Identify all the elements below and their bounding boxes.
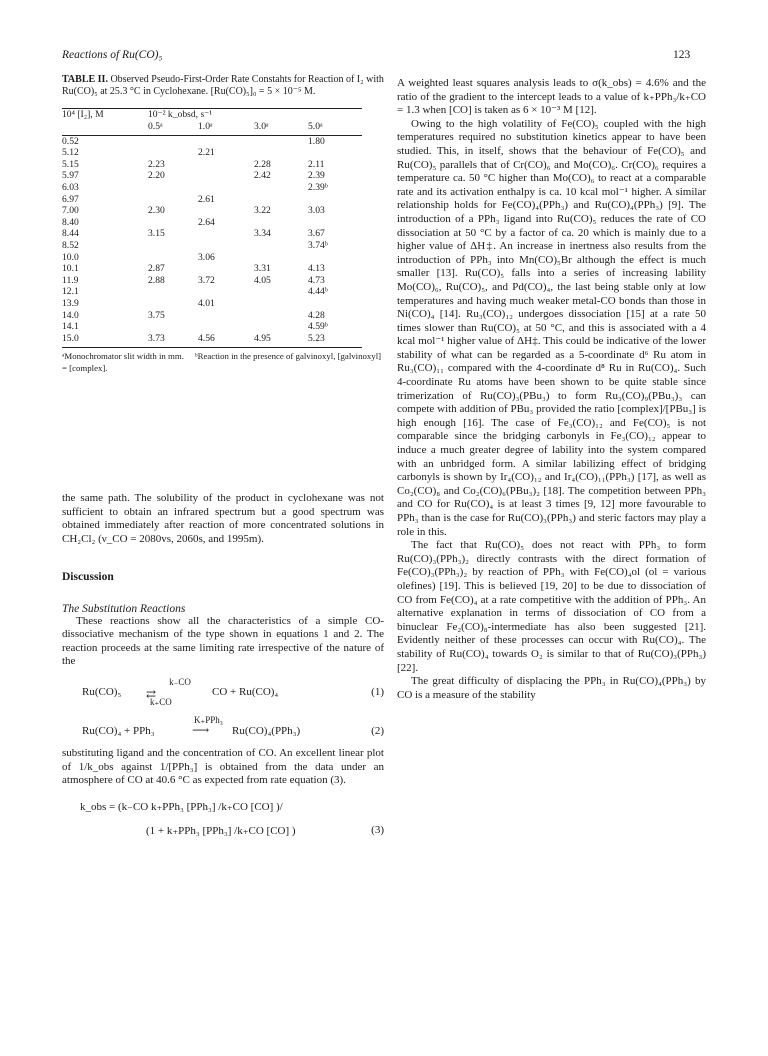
table-cell-concentration: 10.0 — [62, 251, 79, 263]
table-cell-kobsd: 3.75 — [148, 309, 165, 321]
table-cell-kobsd — [254, 240, 308, 252]
footnote-a: ᵃMonochromator slit width in mm. — [62, 351, 184, 362]
table-cell-concentration: 10.1 — [62, 263, 79, 275]
table-cell-kobsd: 4.01 — [198, 297, 215, 309]
table-cell-concentration: 6.97 — [62, 193, 79, 205]
eq1-left: Ru(CO)₅ — [82, 686, 122, 699]
eq1-arrow-top: k₋CO — [169, 677, 191, 688]
table-cell-kobsd — [198, 135, 254, 147]
table-row — [62, 159, 362, 171]
right-arrow-icon: ⟶ — [192, 723, 210, 738]
table-cell-concentration: 0.52 — [62, 135, 79, 147]
table-cell-kobsd — [254, 252, 308, 264]
footnote-b: ᵇReaction in the presence of galvinoxyl, [galvinoxyl] = [complex]. — [62, 351, 382, 373]
table-cell-kobsd — [148, 182, 198, 194]
table-cell-kobsd: 2.64 — [198, 216, 215, 228]
table-cell-kobsd — [148, 147, 198, 159]
equilibrium-arrow-icon: ⇄ — [146, 687, 157, 702]
table-cell-kobsd — [148, 135, 198, 147]
table-row — [62, 240, 362, 252]
table-cell-kobsd: 2.11 — [308, 158, 325, 170]
header-kobsd: 10⁻² k_obsd, s⁻¹ — [148, 109, 362, 121]
table-cell-concentration: 5.97 — [62, 170, 79, 182]
table-cell-kobsd — [198, 286, 254, 298]
table-row — [62, 205, 362, 217]
table-caption-label: TABLE II. — [62, 74, 108, 85]
table-cell-concentration: 8.40 — [62, 216, 79, 228]
rate-constant-table — [62, 108, 362, 348]
table-cell-kobsd: 1.80 — [308, 135, 325, 147]
slit-header: 0.5ᵃ — [148, 121, 198, 135]
table-cell-kobsd: 2.20 — [148, 170, 165, 182]
table-cell-kobsd — [198, 170, 254, 182]
table-cell-kobsd: 3.34 — [254, 228, 271, 240]
table-cell-kobsd — [148, 252, 198, 264]
left-paragraph-1: the same path. The solubility of the product in cyclohexane was not sufficient to obtain an infrared spectrum but a good spectrum was obtained immediately after reaction of more concentrated solutions in CH₂Cl₂ (ν_CO = 2080vs, 2060s, and 1995m). — [62, 492, 384, 546]
table-cell-kobsd — [198, 310, 254, 322]
table-cell-kobsd — [254, 321, 308, 333]
left-column — [62, 74, 384, 840]
table-cell-kobsd: 3.74ᵇ — [308, 239, 328, 251]
table-cell-concentration: 14.1 — [62, 321, 79, 333]
table-cell-kobsd: 3.03 — [308, 205, 325, 217]
eq3-number: (3) — [371, 823, 384, 836]
table-cell-kobsd: 3.31 — [254, 263, 271, 275]
table-cell-kobsd: 2.28 — [254, 158, 271, 170]
table-cell-kobsd: 2.30 — [148, 205, 165, 217]
table-cell-kobsd: 4.44ᵇ — [308, 286, 328, 298]
eq2-number: (2) — [371, 725, 384, 738]
table-cell-kobsd — [198, 182, 254, 194]
table-cell-kobsd — [198, 321, 254, 333]
table-cell-kobsd: 2.39ᵇ — [308, 181, 328, 193]
table-row — [62, 333, 362, 348]
table-cell-kobsd — [254, 194, 308, 206]
table-cell-kobsd: 2.87 — [148, 263, 165, 275]
table-cell-kobsd: 4.73 — [308, 274, 325, 286]
table-cell-kobsd: 4.59ᵇ — [308, 321, 328, 333]
table-cell-kobsd: 5.23 — [308, 333, 362, 348]
table-cell-kobsd: 3.06 — [198, 251, 215, 263]
table-cell-kobsd — [254, 135, 308, 147]
eq1-number: (1) — [371, 686, 384, 699]
table-cell-kobsd: 2.88 — [148, 274, 165, 286]
table-cell-kobsd: 4.05 — [254, 274, 271, 286]
table-row — [62, 135, 362, 147]
table-cell-kobsd — [254, 217, 308, 229]
discussion-heading: Discussion — [62, 570, 114, 583]
table-cell-kobsd — [254, 182, 308, 194]
table-cell-kobsd: 3.15 — [148, 228, 165, 240]
page-number: 123 — [673, 49, 691, 61]
table-cell-kobsd — [148, 194, 198, 206]
slit-header: 1.0ᵃ — [198, 121, 254, 135]
equation-1 — [62, 677, 384, 707]
table-row — [62, 194, 362, 206]
table-footnotes — [62, 351, 384, 374]
right-paragraph-3: The fact that Ru(CO)₅ does not react with PPh₃ to form Ru(CO)₃(PPh₃)₂ directly contrasts with the direct formation of Fe(CO)₃(PPh₃)₂ by reaction of PPh₃ with Fe(CO)₄ol (ol = various olefines) [19]. This is believed [19, 20] to be due to dissociation of CO from Fe(CO)₄ at a rate competitive with the addition of PPh₃. An alternative explanation in terms of dissociation of CO from a binuclear Fe₂(CO)₈-intermediate has also been suggested [21]. Evidently neither of these processes can occur with Ru(CO)₄. The stability of Ru(CO)₄ towards O₂ is similar to that of Ru(CO)₃(PPh₃) [22]. — [397, 539, 706, 674]
eq1-arrow-bottom: k₊CO — [150, 697, 172, 708]
table-cell-concentration: 5.15 — [62, 158, 79, 170]
table-row — [62, 321, 362, 333]
table-cell-concentration: 13.9 — [62, 297, 79, 309]
table-cell-concentration: 11.9 — [62, 274, 79, 286]
table-cell-kobsd — [198, 205, 254, 217]
table-cell-kobsd: 4.95 — [254, 333, 308, 348]
table-cell-kobsd — [254, 147, 308, 159]
subsection-heading: The Substitution Reactions — [62, 602, 186, 615]
table-cell-kobsd — [198, 159, 254, 171]
table-cell-kobsd: 2.61 — [198, 193, 215, 205]
table-cell-concentration: 8.52 — [62, 239, 79, 251]
eq2-left: Ru(CO)₄ + PPh₃ — [82, 725, 155, 738]
table-cell-kobsd — [148, 240, 198, 252]
table-cell-concentration: 7.00 — [62, 205, 79, 217]
table-row — [62, 263, 362, 275]
right-paragraph-2: Owing to the high volatility of Fe(CO)₅ coupled with the high temperatures required no substitution kinetics appear to have been studied. This, in itself, shows that the behaviour of Fe(CO)₅ and Ru(CO)₅ parallels that of Cr(CO)₆ and Mo(CO)₆. Cr(CO)₆ requires a temperature ca. 50 °C higher than Mo(CO)₆ to react at a comparable rate and its activation enthalpy is ca. 10 kcal mol⁻¹ higher. A similar relationship holds for Fe(CO)₄(PPh₃) and Ru(CO)₄(PPh₃) [9]. The introduction of a PPh₃ ligand into Ru(CO)₅ reduces the rate of CO dissociation at 50 °C by a factor of ca. 20 which is mainly due to a higher value of ΔH‡. An increase in inertness also results from the introduction of PPh₃ into Mn(CO)₅Br although the effect is much smaller [13]. Ru(CO)₅ falls into a series of increasing lability Mo(CO)₆, Ru(CO)₅, and Pd(CO)₄, the last being stable only at low temperatures and having much weaker metal-CO bonds than those in Ni(CO)₄ [14]. Ru₃(CO)₁₂ undergoes dissociation [15] at a rate 50 times slower than Ru(CO)₅ at 50 °C, and this is associated with a 4 kcal mol⁻¹ higher value of ΔH‡. This could be indicative of the lower stability of what can be regarded as a 5-coordinate d⁶ Ru atom in Ru₃(CO)₁₁ compared with the 4-coordinate d⁸ Ru in Ru(CO)₄. Such 4-coordinate Ru atoms have been shown to be quite stable since trimerization of Ru(CO)₃(PBu₃) to form Ru₃(CO)₉(PBu₃)₃ can compete with addition of PBu₃ provided the ratio [complex]/[PBu₃] is high enough [16]. The case of Fe₃(CO)₁₂ and Fe(CO)₅ is not comparable since the bridging carbonyls in Fe₃(CO)₁₂ appear to induce a much greater degree of lability into the system compared with an unbridged form. A similar labilizing effect of bridging carbonyls is shown by Ir₄(CO)₁₂ and Ir₄(CO)₁₁(PPh₃) [17], as well as Co₂(CO)₈ and Co₂(CO)₆(PBu₃)₂ [18]. The competition between PPh₃ and CO for Ru(CO)₄ is at least 3 times [9, 12] more favourable to PPh₃ than is the case for Ru(CO)₃(PPh₃) and steric factors may play a role in this. — [397, 117, 706, 538]
running-header-title: Reactions of Ru(CO)₅ — [62, 49, 163, 61]
table-cell-kobsd — [148, 298, 198, 310]
equation-3 — [62, 800, 384, 840]
table-cell-kobsd: 3.72 — [198, 274, 215, 286]
table-cell-kobsd — [198, 228, 254, 240]
table-cell-kobsd — [198, 263, 254, 275]
table-cell-kobsd: 2.42 — [254, 170, 271, 182]
table-cell-kobsd: 3.67 — [308, 228, 325, 240]
table-caption — [62, 74, 384, 98]
table-row — [62, 252, 362, 264]
table-cell-kobsd: 3.73 — [148, 333, 198, 348]
table-row — [62, 182, 362, 194]
table-cell-kobsd — [308, 194, 362, 206]
table-row — [62, 170, 362, 182]
slit-header: 5.0ᵃ — [308, 121, 362, 135]
table-row — [62, 217, 362, 229]
table-cell-kobsd: 4.56 — [198, 333, 254, 348]
table-cell-kobsd — [148, 286, 198, 298]
left-paragraph-3: substituting ligand and the concentration of CO. An excellent linear plot of 1/k_obs against 1/[PPh₃] is obtained from the data under an atmosphere of CO at 40.6 °C as expected from rate equation (3). — [62, 747, 384, 787]
table-cell-kobsd: 4.13 — [308, 263, 325, 275]
table-cell-concentration: 5.12 — [62, 147, 79, 159]
table-cell-kobsd — [254, 286, 308, 298]
eq2-right: Ru(CO)₄(PPh₃) — [232, 725, 301, 738]
table-cell-concentration: 6.03 — [62, 181, 79, 193]
table-cell-concentration: 14.0 — [62, 309, 79, 321]
table-row — [62, 286, 362, 298]
table-cell-concentration: 8.44 — [62, 228, 79, 240]
table-cell-concentration: 12.1 — [62, 286, 79, 298]
table-cell-kobsd — [254, 298, 308, 310]
header-concentration: 10⁴ [I₂], M — [62, 109, 148, 121]
table-row — [62, 310, 362, 322]
table-cell-concentration: 15.0 — [62, 333, 148, 348]
table-cell-kobsd — [308, 147, 362, 159]
table-row — [62, 147, 362, 159]
right-paragraph-4: The great difficulty of displacing the PPh₃ in Ru(CO)₄(PPh₃) by CO is a measure of the stability — [397, 675, 706, 701]
slit-header: 3.0ᵃ — [254, 121, 308, 135]
table-row — [62, 228, 362, 240]
table-cell-kobsd — [198, 240, 254, 252]
table-cell-kobsd: 4.28 — [308, 309, 325, 321]
table-cell-kobsd — [148, 217, 198, 229]
table-caption-text: Observed Pseudo-First-Order Rate Constahts for Reaction of I₂ with Ru(CO)₅ at 25.3 °C in Cyclohexane. [Ru(CO)₅]₀ = 5 × 10⁻⁵ M. — [62, 74, 384, 98]
right-paragraph-1: A weighted least squares analysis leads to σ(k_obs) = 4.6% and the ratio of the gradient to the intercept leads to a value of k₊PPh₃/k₊CO = 1.3 when [CO] is taken as 6 × 10⁻³ M [12]. — [397, 77, 706, 117]
table-cell-kobsd — [308, 252, 362, 264]
eq3-line2: (1 + k₊PPh₃ [PPh₃] /k₊CO [CO] ) — [146, 824, 296, 837]
table-cell-kobsd: 2.39 — [308, 170, 325, 182]
equation-2 — [62, 715, 384, 739]
table-cell-kobsd: 3.22 — [254, 205, 271, 217]
table-cell-kobsd: 2.21 — [198, 147, 215, 159]
table-row — [62, 275, 362, 287]
table-cell-kobsd: 2.23 — [148, 158, 165, 170]
eq3-line1: k_obs = (k₋CO k₊PPh₃ [PPh₃] /k₊CO [CO] )/ — [80, 800, 283, 813]
table-cell-kobsd — [148, 321, 198, 333]
eq2-arrow-top: K₊PPh₃ — [194, 715, 223, 726]
right-column — [397, 77, 706, 702]
table-cell-kobsd — [254, 310, 308, 322]
eq1-right: CO + Ru(CO)₄ — [212, 686, 279, 699]
table-row — [62, 298, 362, 310]
table-cell-kobsd — [308, 217, 362, 229]
table-cell-kobsd — [308, 298, 362, 310]
left-paragraph-2: These reactions show all the characteristics of a simple CO-dissociative mechanism of the type shown in equations 1 and 2. The reaction proceeds at the same limiting rate irrespective of the nature of the — [62, 614, 384, 668]
